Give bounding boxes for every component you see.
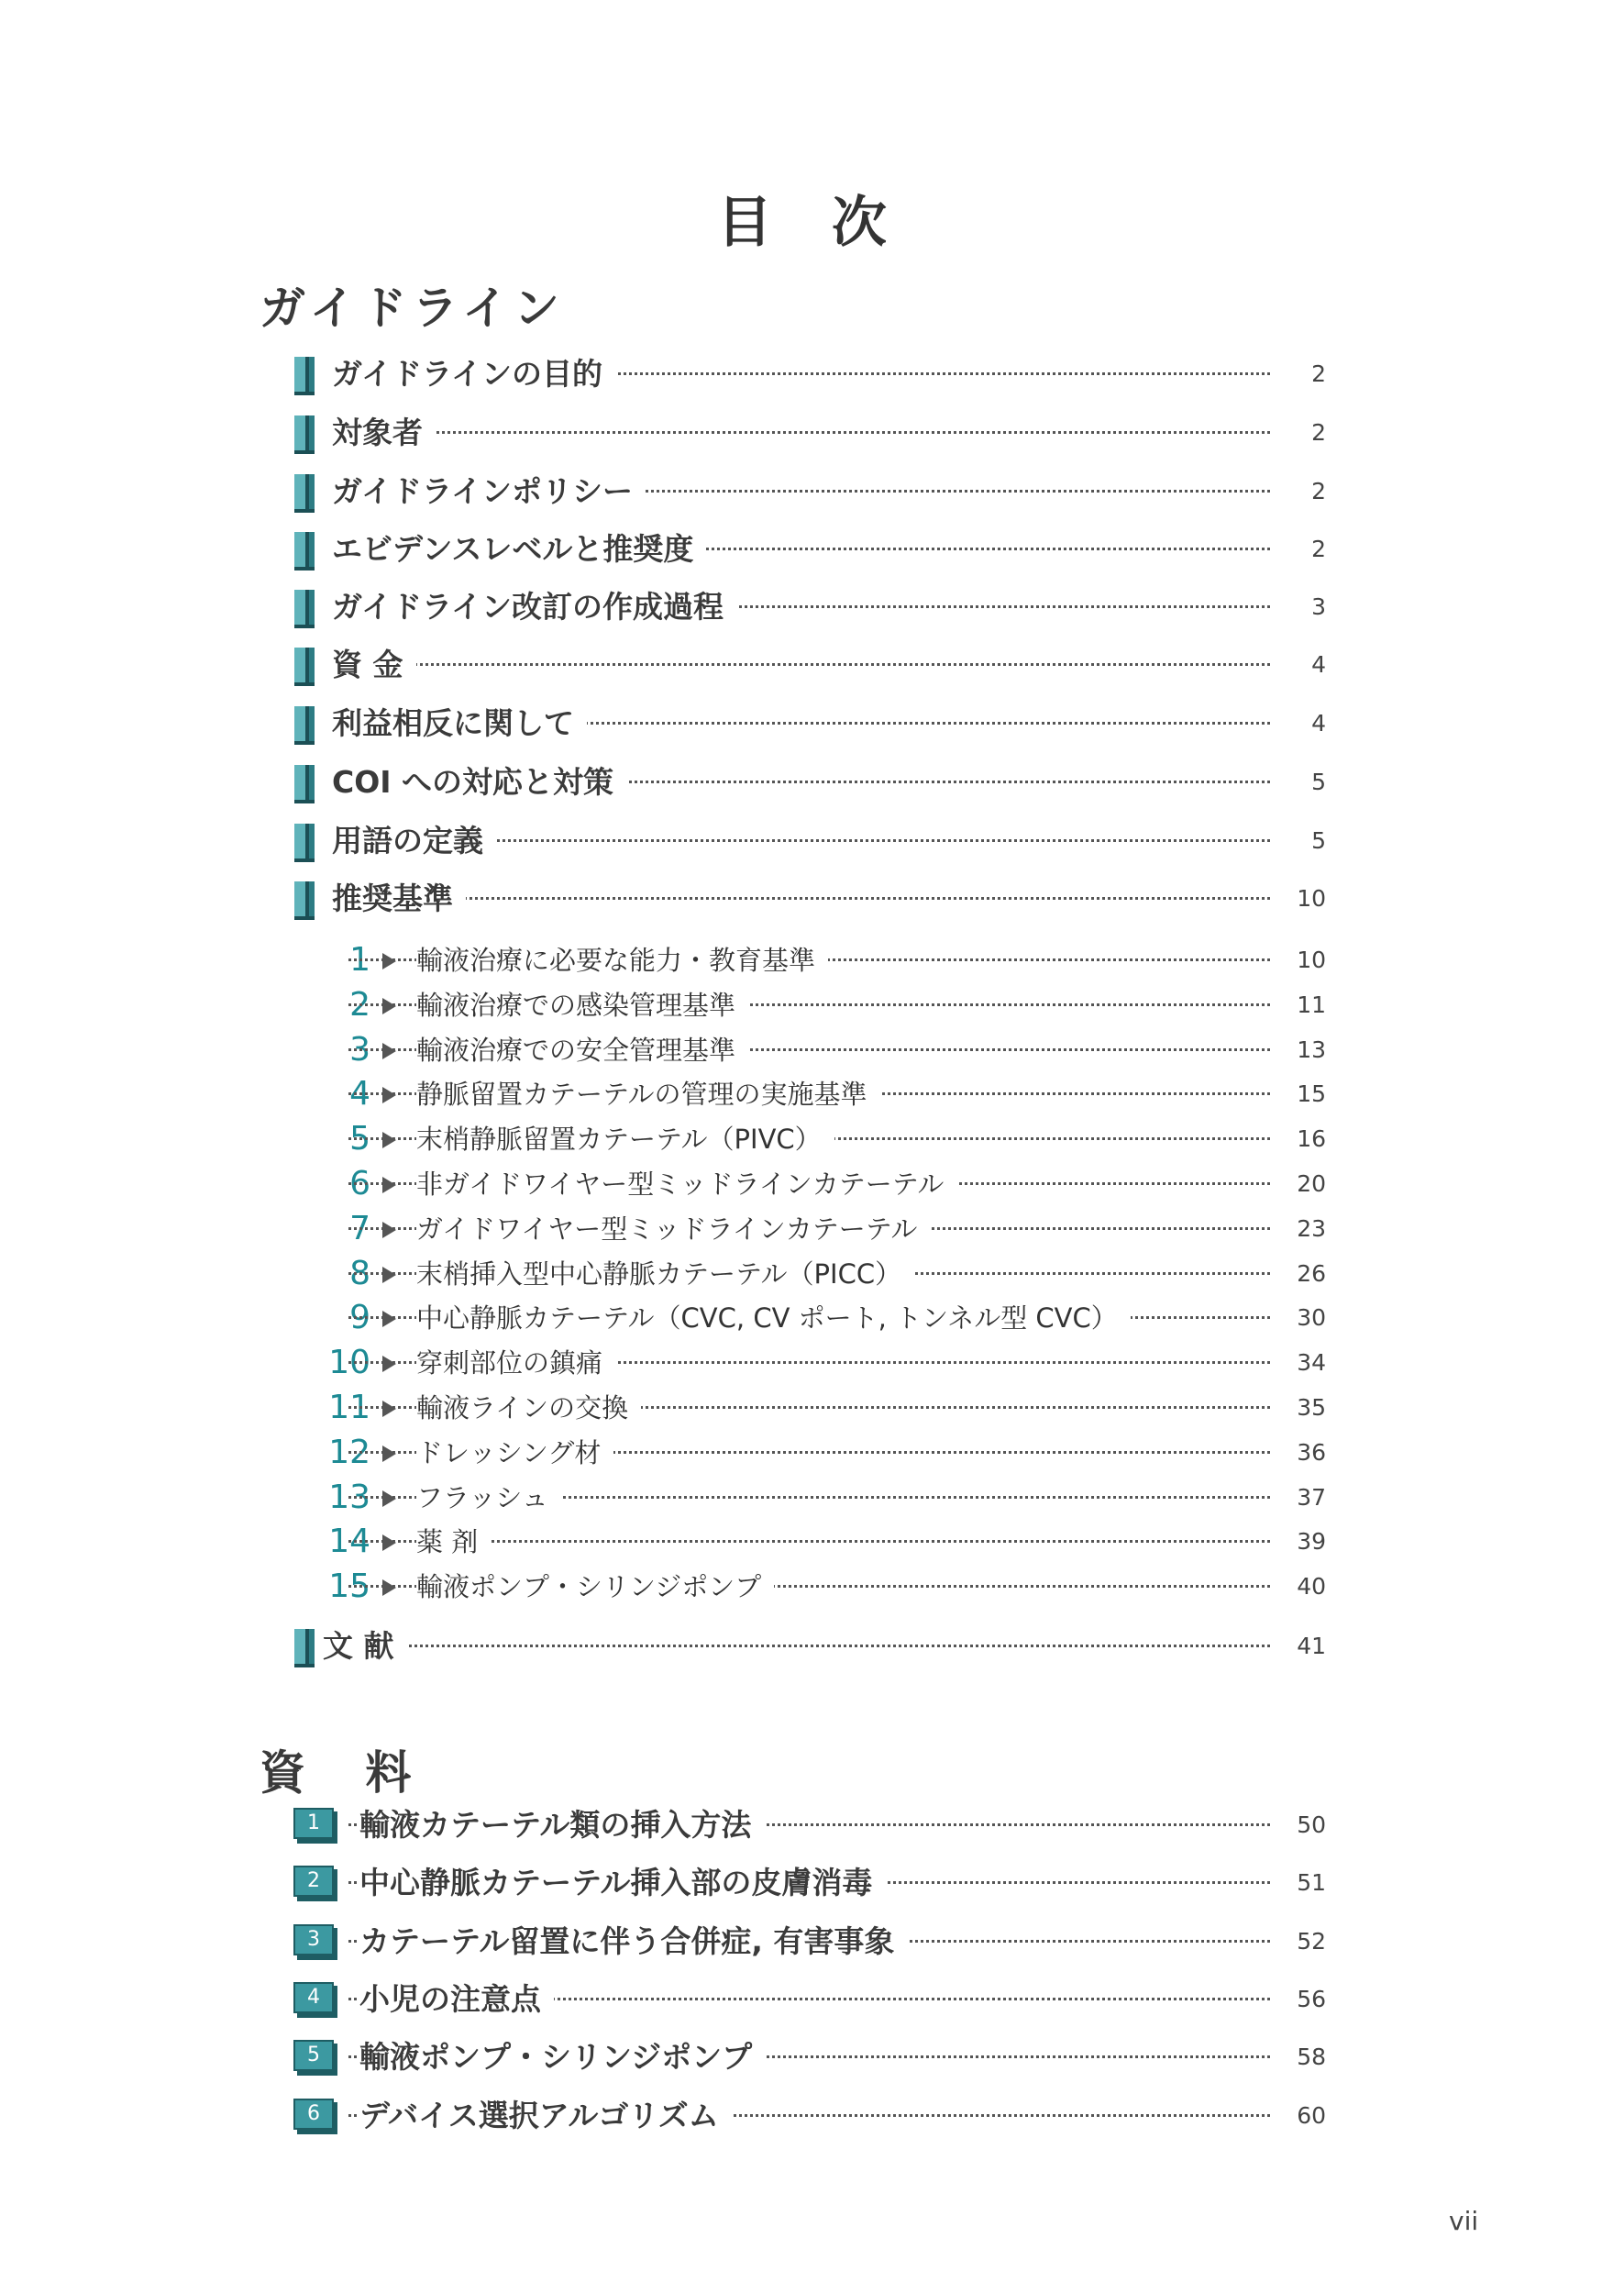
triangle-bullet-icon xyxy=(382,1490,396,1507)
recommendation-number: 4 xyxy=(349,1075,370,1113)
triangle-bullet-icon xyxy=(382,1401,396,1417)
toc-entry[interactable] xyxy=(0,410,1624,456)
recommendation-page: 11 xyxy=(1297,991,1326,1018)
book-icon xyxy=(292,822,317,864)
toc-entry-page: 5 xyxy=(1311,769,1326,795)
reference-entry[interactable] xyxy=(0,1860,1624,1906)
reference-label[interactable]: 輸液カテーテル類の挿入方法 xyxy=(359,1802,764,1848)
recommendation-number: 14 xyxy=(328,1523,370,1560)
toc-entry[interactable] xyxy=(0,759,1624,805)
recommendation-number: 13 xyxy=(328,1479,370,1516)
toc-entry-label[interactable]: 資 金 xyxy=(332,642,416,688)
recommendation-label[interactable]: 静脈留置カテーテルの管理の実施基準 xyxy=(416,1071,880,1117)
triangle-bullet-icon xyxy=(382,1534,396,1551)
book-icon xyxy=(292,472,317,515)
triangle-bullet-icon xyxy=(382,1267,396,1283)
toc-entry-label[interactable]: ガイドラインポリシー xyxy=(332,469,646,515)
toc-entry[interactable] xyxy=(0,876,1624,922)
recommendation-page: 34 xyxy=(1297,1349,1326,1376)
recommendation-entry[interactable] xyxy=(0,937,1624,983)
recommendation-entry[interactable] xyxy=(0,1295,1624,1341)
recommendation-label[interactable]: フラッシュ xyxy=(416,1475,561,1521)
recommendation-entry[interactable] xyxy=(0,982,1624,1028)
toc-entry-page: 2 xyxy=(1311,360,1326,387)
triangle-bullet-icon xyxy=(382,1356,396,1372)
triangle-bullet-icon xyxy=(382,1132,396,1148)
recommendation-page: 35 xyxy=(1297,1394,1326,1421)
toc-entry-label[interactable]: 推奨基準 xyxy=(332,876,466,922)
reference-page: 60 xyxy=(1297,2102,1326,2129)
triangle-bullet-icon xyxy=(382,1177,396,1193)
recommendation-entry[interactable] xyxy=(0,1116,1624,1162)
page-title: 目 次 xyxy=(717,191,907,255)
book-icon xyxy=(292,704,317,747)
toc-entry-label[interactable]: エビデンスレベルと推奨度 xyxy=(332,526,706,572)
toc-entry-label[interactable]: 用語の定義 xyxy=(332,818,496,864)
section-heading-guideline: ガイドライン xyxy=(260,282,565,335)
recommendation-page: 13 xyxy=(1297,1036,1326,1063)
toc-entry[interactable] xyxy=(0,701,1624,747)
toc-entry[interactable] xyxy=(0,351,1624,397)
book-icon xyxy=(292,763,317,805)
toc-entry-label[interactable]: 利益相反に関して xyxy=(332,701,587,747)
book-icon xyxy=(292,880,317,922)
recommendation-page: 26 xyxy=(1297,1260,1326,1287)
toc-entry-page: 4 xyxy=(1311,710,1326,737)
toc-entry-label[interactable]: ガイドラインの目的 xyxy=(332,351,615,397)
book-icon xyxy=(292,355,317,397)
reference-page: 52 xyxy=(1297,1928,1326,1955)
recommendation-number: 1 xyxy=(349,941,370,979)
recommendation-number: 10 xyxy=(328,1344,370,1381)
reference-label[interactable]: 輸液ポンプ・シリンジポンプ xyxy=(359,2034,765,2080)
toc-entry-page: 2 xyxy=(1311,478,1326,504)
recommendation-label[interactable]: 輸液治療での感染管理基準 xyxy=(416,982,748,1028)
book-icon xyxy=(292,1627,317,1669)
triangle-bullet-icon xyxy=(382,1446,396,1462)
reference-number: 3 xyxy=(293,1924,334,1955)
reference-entry[interactable] xyxy=(0,1802,1624,1848)
triangle-bullet-icon xyxy=(382,1579,396,1596)
book-icon xyxy=(292,530,317,572)
recommendation-label[interactable]: 輸液ラインの交換 xyxy=(416,1385,641,1431)
book-icon xyxy=(292,588,317,630)
recommendation-page: 16 xyxy=(1297,1125,1326,1152)
toc-entry-page: 2 xyxy=(1311,419,1326,446)
reference-entry[interactable] xyxy=(0,2093,1624,2139)
toc-entry-page: 10 xyxy=(1297,885,1326,912)
recommendation-number: 6 xyxy=(349,1165,370,1202)
reference-number-badge xyxy=(293,2099,339,2135)
toc-entry-label[interactable]: COI への対応と対策 xyxy=(332,759,626,805)
literature-page: 41 xyxy=(1297,1633,1326,1659)
toc-entry[interactable] xyxy=(0,469,1624,515)
book-icon xyxy=(292,646,317,688)
reference-number-badge xyxy=(293,1924,339,1961)
reference-number: 2 xyxy=(293,1866,334,1897)
recommendation-entry[interactable] xyxy=(0,1430,1624,1476)
recommendation-number: 2 xyxy=(349,986,370,1024)
recommendation-entry[interactable] xyxy=(0,1519,1624,1565)
recommendation-label[interactable]: 輸液治療での安全管理基準 xyxy=(416,1027,748,1073)
recommendation-number: 15 xyxy=(328,1567,370,1605)
recommendation-entry[interactable] xyxy=(0,1161,1624,1207)
triangle-bullet-icon xyxy=(382,1222,396,1238)
recommendation-label[interactable]: 穿刺部位の鎮痛 xyxy=(416,1340,615,1386)
dot-leader xyxy=(348,663,1270,666)
recommendation-label[interactable]: 輸液ポンプ・シリンジポンプ xyxy=(416,1564,774,1610)
recommendation-label[interactable]: 末梢静脈留置カテーテル（PIVC） xyxy=(416,1116,834,1162)
toc-entry[interactable] xyxy=(0,584,1624,630)
reference-label[interactable]: デバイス選択アルゴリズム xyxy=(359,2093,732,2139)
recommendation-page: 39 xyxy=(1297,1528,1326,1555)
dot-leader xyxy=(348,431,1270,434)
recommendation-entry[interactable] xyxy=(0,1251,1624,1297)
literature-label[interactable]: 文 献 xyxy=(323,1623,407,1669)
reference-number-badge xyxy=(293,2040,339,2077)
reference-number: 5 xyxy=(293,2040,334,2071)
reference-label[interactable]: 中心静脈カテーテル挿入部の皮膚消毒 xyxy=(359,1860,885,1906)
recommendation-entry[interactable] xyxy=(0,1027,1624,1073)
reference-number-badge xyxy=(293,1808,339,1844)
triangle-bullet-icon xyxy=(382,1087,396,1103)
reference-entry[interactable] xyxy=(0,1919,1624,1965)
recommendation-page: 20 xyxy=(1297,1170,1326,1197)
toc-entry[interactable] xyxy=(0,818,1624,864)
toc-entry-page: 3 xyxy=(1311,593,1326,620)
recommendation-page: 37 xyxy=(1297,1484,1326,1511)
recommendation-page: 10 xyxy=(1297,947,1326,973)
triangle-bullet-icon xyxy=(382,998,396,1014)
triangle-bullet-icon xyxy=(382,953,396,969)
recommendation-entry[interactable] xyxy=(0,1340,1624,1386)
recommendation-page: 15 xyxy=(1297,1080,1326,1107)
reference-label[interactable]: 小児の注意点 xyxy=(359,1977,554,2022)
recommendation-page: 23 xyxy=(1297,1215,1326,1242)
recommendation-label[interactable]: 輸液治療に必要な能力・教育基準 xyxy=(416,937,828,983)
toc-entry-label[interactable]: 対象者 xyxy=(332,410,436,456)
recommendation-number: 7 xyxy=(349,1210,370,1247)
reference-number: 6 xyxy=(293,2099,334,2130)
recommendation-label[interactable]: 薬 剤 xyxy=(416,1519,491,1565)
toc-entry-page: 4 xyxy=(1311,651,1326,678)
page-number: vii xyxy=(1449,2206,1479,2236)
recommendation-number: 5 xyxy=(349,1120,370,1158)
reference-entry[interactable] xyxy=(0,2034,1624,2080)
recommendation-page: 40 xyxy=(1297,1573,1326,1600)
dot-leader xyxy=(348,1645,1270,1647)
triangle-bullet-icon xyxy=(382,1043,396,1059)
literature-entry[interactable] xyxy=(0,1623,1624,1669)
reference-entry[interactable] xyxy=(0,1977,1624,2022)
toc-entry-label[interactable]: ガイドライン改訂の作成過程 xyxy=(332,584,736,630)
recommendation-label[interactable]: 中心静脈カテーテル（CVC, CV ポート, トンネル型 CVC） xyxy=(416,1295,1131,1341)
reference-page: 51 xyxy=(1297,1869,1326,1896)
recommendation-number: 11 xyxy=(328,1389,370,1426)
recommendation-number: 9 xyxy=(349,1299,370,1336)
book-icon xyxy=(292,414,317,456)
reference-number: 1 xyxy=(293,1808,334,1839)
recommendation-label[interactable]: ガイドワイヤー型ミッドラインカテーテル xyxy=(416,1206,930,1252)
reference-number-badge xyxy=(293,1866,339,1902)
recommendation-entry[interactable] xyxy=(0,1385,1624,1431)
recommendation-page: 36 xyxy=(1297,1439,1326,1466)
recommendation-entry[interactable] xyxy=(0,1206,1624,1252)
recommendation-number: 3 xyxy=(349,1031,370,1069)
recommendation-number: 8 xyxy=(349,1255,370,1292)
recommendation-label[interactable]: 非ガイドワイヤー型ミッドラインカテーテル xyxy=(416,1161,956,1207)
toc-entry[interactable] xyxy=(0,526,1624,572)
recommendation-entry[interactable] xyxy=(0,1475,1624,1521)
reference-number: 4 xyxy=(293,1982,334,2013)
section-heading-reference: 資 料 xyxy=(260,1746,434,1800)
triangle-bullet-icon xyxy=(382,1311,396,1327)
reference-page: 50 xyxy=(1297,1811,1326,1838)
reference-page: 58 xyxy=(1297,2044,1326,2070)
toc-entry-page: 2 xyxy=(1311,536,1326,562)
recommendation-number: 12 xyxy=(328,1434,370,1471)
reference-label[interactable]: カテーテル留置に伴う合併症, 有害事象 xyxy=(359,1919,907,1965)
recommendation-entry[interactable] xyxy=(0,1564,1624,1610)
recommendation-label[interactable]: ドレッシング材 xyxy=(416,1430,613,1476)
toc-entry-page: 5 xyxy=(1311,827,1326,854)
dot-leader xyxy=(348,897,1270,900)
recommendation-entry[interactable] xyxy=(0,1071,1624,1117)
reference-page: 56 xyxy=(1297,1986,1326,2012)
reference-number-badge xyxy=(293,1982,339,2019)
toc-entry[interactable] xyxy=(0,642,1624,688)
recommendation-page: 30 xyxy=(1297,1304,1326,1331)
recommendation-label[interactable]: 末梢挿入型中心静脈カテーテル（PICC） xyxy=(416,1251,914,1297)
